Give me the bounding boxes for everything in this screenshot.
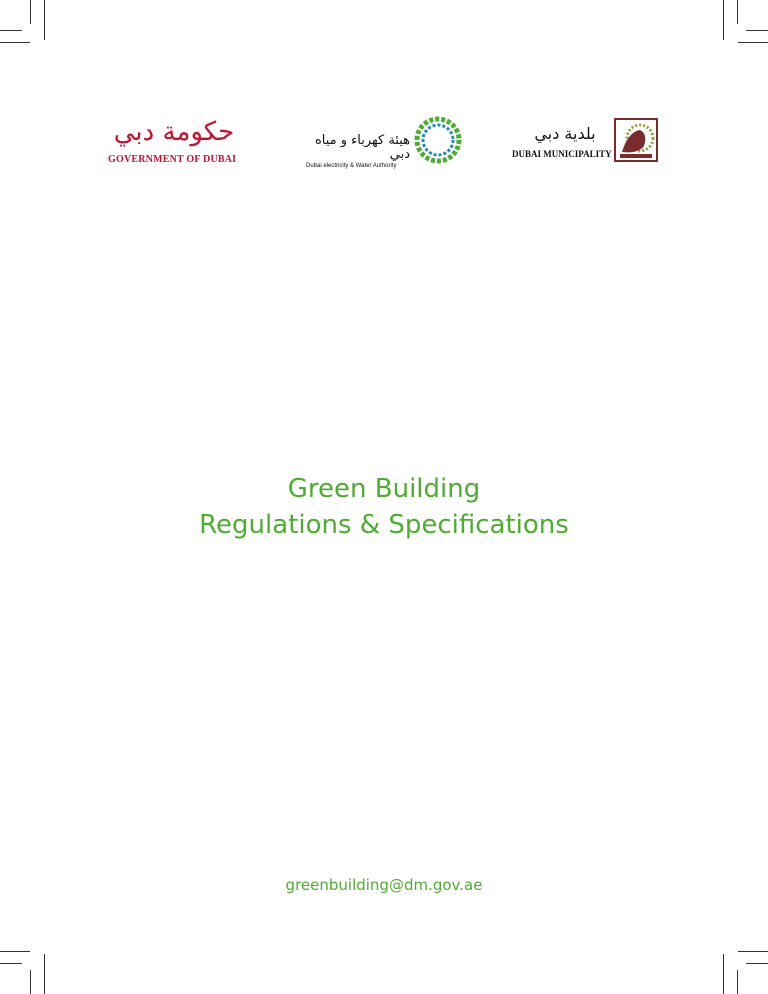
municipality-emblem-icon (614, 118, 658, 162)
municipality-logo-arabic: بلدية دبي (534, 124, 596, 143)
crop-mark (746, 30, 768, 31)
crop-mark (738, 951, 768, 952)
crop-mark (0, 42, 30, 43)
crop-mark (738, 42, 768, 43)
crop-mark (737, 0, 738, 24)
government-logo-english: GOVERNMENT OF DUBAI (108, 154, 237, 165)
contact-email-link[interactable]: greenbuilding@dm.gov.ae (285, 876, 483, 894)
dewa-ring-icon (412, 114, 464, 166)
dubai-municipality-logo (510, 118, 660, 166)
crop-mark (737, 970, 738, 994)
crop-mark (30, 970, 31, 994)
government-of-dubai-logo (108, 118, 240, 174)
page-title-line-2: Regulations & Specifications (199, 510, 569, 540)
dewa-logo-english: Dubai electricity & Water Authority (306, 163, 397, 169)
page-title-line-1: Green Building (287, 474, 481, 504)
crop-mark (0, 951, 30, 952)
crop-mark (44, 954, 45, 994)
crop-mark (0, 963, 22, 964)
crop-mark (30, 0, 31, 24)
municipality-logo-english: DUBAI MUNICIPALITY (512, 149, 612, 159)
crop-mark (746, 963, 768, 964)
crop-mark (0, 30, 22, 31)
government-logo-arabic: حكومة دبي (113, 117, 235, 147)
crop-mark (44, 0, 45, 40)
dewa-logo-arabic: هيئة كهرباء و مياه دبي (314, 133, 410, 162)
dewa-logo (300, 112, 470, 168)
crop-mark (723, 954, 724, 994)
crop-mark (723, 0, 724, 40)
